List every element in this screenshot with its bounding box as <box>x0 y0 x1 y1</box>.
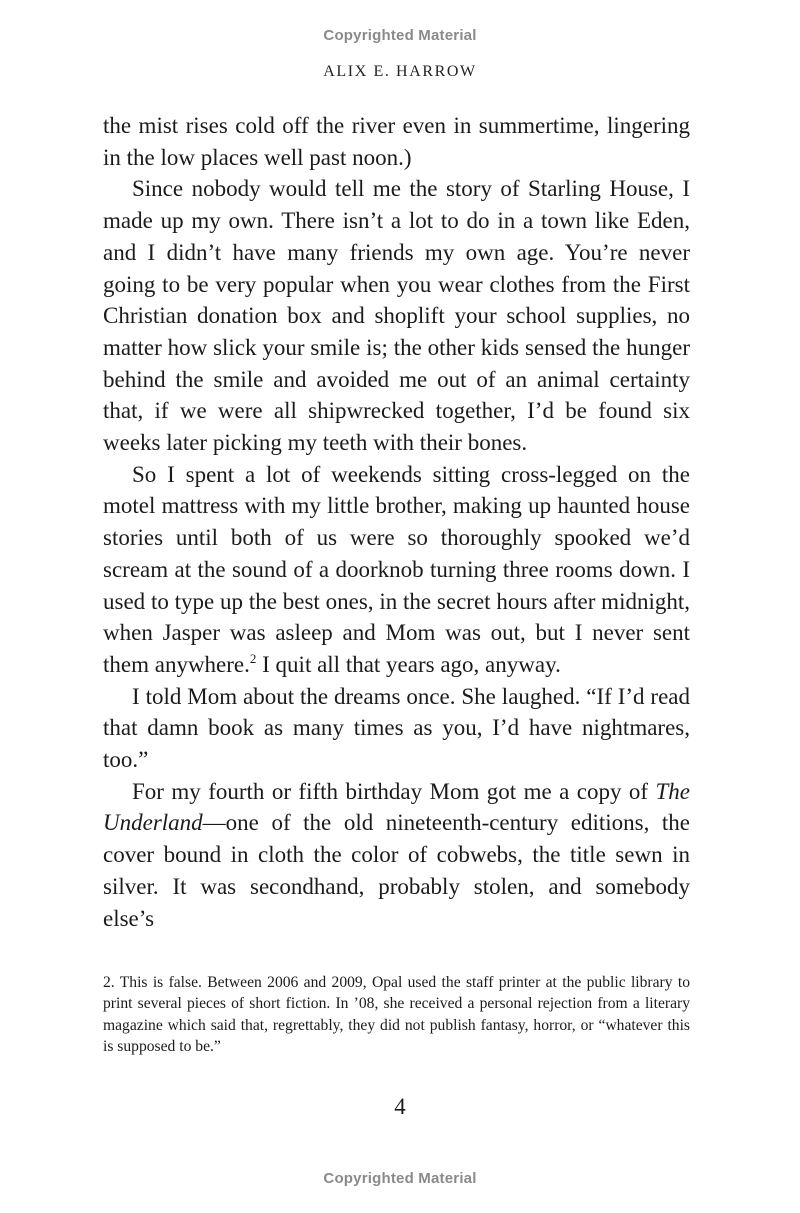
footnote-2: 2. This is false. Between 2006 and 2009, Opal used the staff printer at the public library to print several pieces of short fiction. In ’08, she received a personal rejection from a literary magazine which said that, regrettably, they did not publish fantasy, horror, or “whatever this is supposed to be.” <box>103 974 690 1056</box>
page-number: 4 <box>394 1094 406 1119</box>
paragraph-3-text: So I spent a lot of weekends sitting cross-legged on the motel mattress with my little brother, making up haunted house stories until both of us were so thoroughly spooked we’d scream at the sound of a doorknob turning three rooms down. I used to type up the best ones, in the secret hours after midnight, when Jasper was asleep and Mom was out, but I never sent them anywhere. <box>103 461 690 677</box>
copyright-watermark-top: Copyrighted Material <box>323 27 477 44</box>
paragraph-2: Since nobody would tell me the story of Starling House, I made up my own. There isn’t a lot to do in a town like Eden, and I didn’t have many friends my own age. You’re never going to be very popular when you wear clothes from the First Christian donation box and shoplift your school supplies, no matter how slick your smile is; the other kids sensed the hunger behind the smile and avoided me out of an animal certainty that, if we were all shipwrecked together, I’d be found six weeks later picking my teeth with their bones. <box>103 176 690 456</box>
paragraph-3 <box>103 459 690 681</box>
running-head-author: ALIX E. HARROW <box>323 63 477 80</box>
book-title: The Underland <box>103 778 690 836</box>
body-text <box>103 110 690 934</box>
paragraph-5-text: For my fourth or fifth birthday Mom got me a copy of <box>132 778 656 804</box>
footnote-reference[interactable]: 2 <box>249 650 257 666</box>
paragraph-5 <box>103 776 690 935</box>
paragraph-1: the mist rises cold off the river even in summertime, lingering in the low places well past noon.) <box>103 113 690 170</box>
paragraph-3-end: I quit all that years ago, anyway. <box>256 651 561 677</box>
copyright-watermark-bottom: Copyrighted Material <box>323 1170 477 1187</box>
paragraph-4: I told Mom about the dreams once. She laughed. “If I’d read that damn book as many times as you, I’d have nightmares, too.” <box>103 683 690 773</box>
paragraph-5-end: —one of the old nineteenth-century editions, the cover bound in cloth the color of cobwebs, the title sewn in silver. It was secondhand, probably stolen, and somebody else’s <box>103 810 690 931</box>
